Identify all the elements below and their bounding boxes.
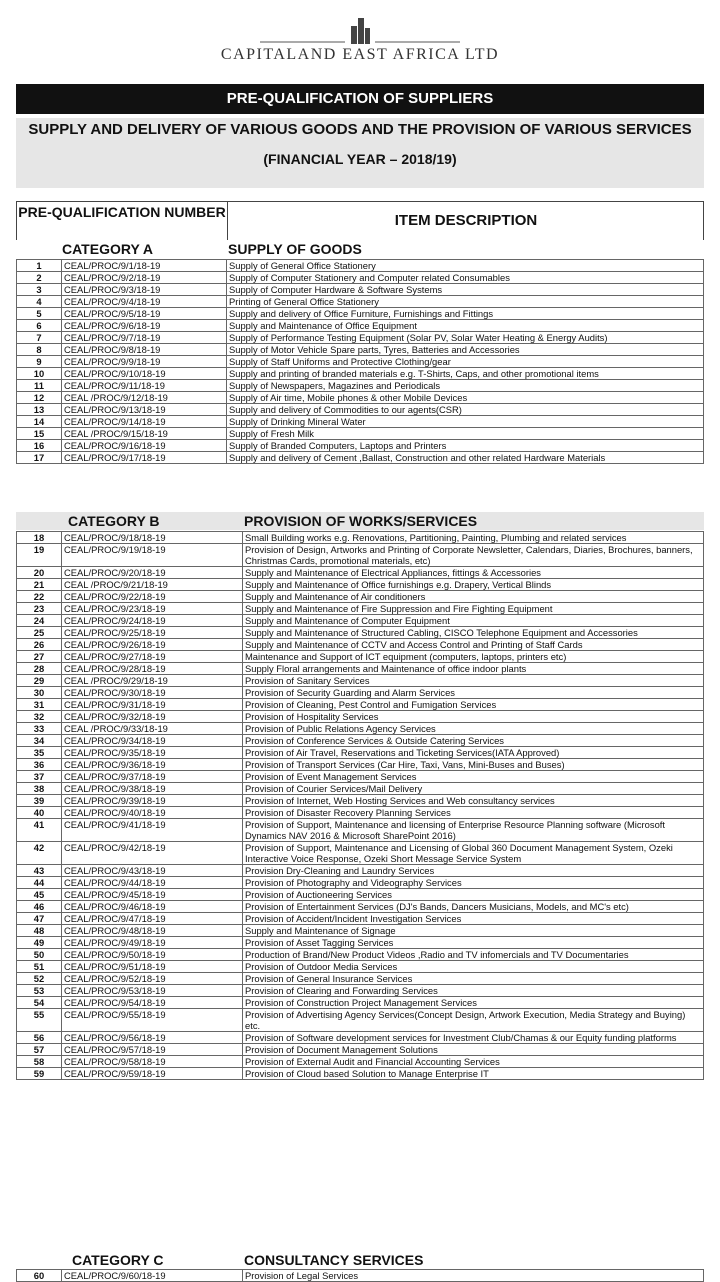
row-number: 46 [17,901,62,913]
reference-number: CEAL/PROC/9/51/18-19 [62,961,243,973]
table-row [17,392,704,404]
item-description: Supply and Maintenance of Computer Equipment [243,615,704,627]
reference-number: CEAL/PROC/9/48/18-19 [62,925,243,937]
item-description: Provision of Air Travel, Reservations and Ticketing Services(IATA Approved) [243,747,704,759]
reference-number: CEAL/PROC/9/40/18-19 [62,807,243,819]
reference-number: CEAL/PROC/9/43/18-19 [62,865,243,877]
reference-number: CEAL/PROC/9/31/18-19 [62,699,243,711]
reference-number: CEAL/PROC/9/37/18-19 [62,771,243,783]
reference-number: CEAL/PROC/9/19/18-19 [62,544,243,567]
header-description: ITEM DESCRIPTION [227,202,704,240]
reference-number: CEAL/PROC/9/4/18-19 [62,296,227,308]
table-row [17,416,704,428]
table-row [17,651,704,663]
item-description: Production of Brand/New Product Videos ,Radio and TV infomercials and TV Documentaries [243,949,704,961]
item-description: Provision of Internet, Web Hosting Services and Web consultancy services [243,795,704,807]
reference-number: CEAL/PROC/9/16/18-19 [62,440,227,452]
financial-year: (FINANCIAL YEAR – 2018/19) [263,151,457,167]
row-number: 57 [17,1044,62,1056]
item-description: Provision of Support, Maintenance and licensing of Enterprise Resource Planning software (Microsoft Dynamics NAV 2016 & Microsoft SharePoint 2016) [243,819,704,842]
table-row [17,544,704,567]
table-row [17,795,704,807]
category-c-row [16,1251,704,1269]
reference-number: CEAL/PROC/9/45/18-19 [62,889,243,901]
table-row [17,913,704,925]
row-number: 14 [17,416,62,428]
item-description: Provision of Legal Services [243,1270,704,1282]
reference-number: CEAL/PROC/9/24/18-19 [62,615,243,627]
company-name: CAPITALAND EAST AFRICA LTD [220,46,500,63]
item-description: Provision of General Insurance Services [243,973,704,985]
row-number: 19 [17,544,62,567]
reference-number: CEAL/PROC/9/18/18-19 [62,532,243,544]
reference-number: CEAL/PROC/9/3/18-19 [62,284,227,296]
row-number: 34 [17,735,62,747]
row-number: 54 [17,997,62,1009]
row-number: 55 [17,1009,62,1032]
item-description: Supply and delivery of Cement ,Ballast, Construction and other related Hardware Materials [227,452,704,464]
row-number: 35 [17,747,62,759]
table-row [17,428,704,440]
row-number: 23 [17,603,62,615]
table-row [17,675,704,687]
reference-number: CEAL/PROC/9/25/18-19 [62,627,243,639]
item-description: Small Building works e.g. Renovations, Partitioning, Painting, Plumbing and related services [243,532,704,544]
row-number: 5 [17,308,62,320]
table-row [17,344,704,356]
item-description: Provision of Asset Tagging Services [243,937,704,949]
row-number: 56 [17,1032,62,1044]
category-a-label: CATEGORY A [62,241,154,257]
item-description: Supply of Branded Computers, Laptops and Printers [227,440,704,452]
item-description: Provision of Cleaning, Pest Control and Fumigation Services [243,699,704,711]
reference-number: CEAL/PROC/9/20/18-19 [62,567,243,579]
category-b-row [16,512,704,530]
item-description: Provision of Event Management Services [243,771,704,783]
row-number: 58 [17,1056,62,1068]
reference-number: CEAL/PROC/9/39/18-19 [62,795,243,807]
reference-number: CEAL/PROC/9/52/18-19 [62,973,243,985]
table-row [17,356,704,368]
item-description: Provision of Courier Services/Mail Delivery [243,783,704,795]
reference-number: CEAL/PROC/9/60/18-19 [62,1270,243,1282]
category-c-label: CATEGORY C [72,1252,164,1268]
reference-number: CEAL/PROC/9/42/18-19 [62,842,243,865]
category-b-label: CATEGORY B [68,513,160,529]
reference-number: CEAL/PROC/9/55/18-19 [62,1009,243,1032]
table-row [17,711,704,723]
table-row [17,819,704,842]
item-description: Supply of Drinking Mineral Water [227,416,704,428]
row-number: 50 [17,949,62,961]
table-row [17,591,704,603]
category-a-title: SUPPLY OF GOODS [228,241,362,257]
item-description: Provision of Clearing and Forwarding Services [243,985,704,997]
row-number: 53 [17,985,62,997]
row-number: 48 [17,925,62,937]
reference-number: CEAL/PROC/9/49/18-19 [62,937,243,949]
item-description: Supply of Motor Vehicle Spare parts, Tyres, Batteries and Accessories [227,344,704,356]
table-row [17,380,704,392]
reference-number: CEAL/PROC/9/59/18-19 [62,1068,243,1080]
reference-number: CEAL/PROC/9/41/18-19 [62,819,243,842]
reference-number: CEAL/PROC/9/5/18-19 [62,308,227,320]
reference-number: CEAL/PROC/9/2/18-19 [62,272,227,284]
reference-number: CEAL/PROC/9/8/18-19 [62,344,227,356]
reference-number: CEAL/PROC/9/7/18-19 [62,332,227,344]
header-number: PRE-QUALIFICATION NUMBER [18,204,226,220]
row-number: 39 [17,795,62,807]
row-number: 32 [17,711,62,723]
reference-number: CEAL/PROC/9/14/18-19 [62,416,227,428]
row-number: 27 [17,651,62,663]
table-row [17,639,704,651]
table-row [17,1056,704,1068]
table-row [17,627,704,639]
item-description: Provision of Software development services for Investment Club/Chamas & our Equity funding platforms [243,1032,704,1044]
row-number: 22 [17,591,62,603]
row-number: 47 [17,913,62,925]
item-description: Provision of Conference Services & Outside Catering Services [243,735,704,747]
table-row [17,783,704,795]
table-row [17,687,704,699]
item-description: Provision of Public Relations Agency Services [243,723,704,735]
row-number: 41 [17,819,62,842]
reference-number: CEAL /PROC/9/12/18-19 [62,392,227,404]
row-number: 49 [17,937,62,949]
row-number: 52 [17,973,62,985]
category-a-table [16,259,704,464]
table-row [17,320,704,332]
reference-number: CEAL/PROC/9/22/18-19 [62,591,243,603]
reference-number: CEAL/PROC/9/58/18-19 [62,1056,243,1068]
reference-number: CEAL/PROC/9/26/18-19 [62,639,243,651]
building-logo-icon [210,14,510,44]
page-banner: PRE-QUALIFICATION OF SUPPLIERS [16,84,704,114]
table-row [17,440,704,452]
item-description: Provision of Transport Services (Car Hire, Taxi, Vans, Mini-Buses and Buses) [243,759,704,771]
row-number: 16 [17,440,62,452]
category-c-title: CONSULTANCY SERVICES [244,1252,424,1268]
row-number: 10 [17,368,62,380]
table-row [17,1068,704,1080]
row-number: 44 [17,877,62,889]
company-logo [0,14,720,64]
item-description: Supply of Air time, Mobile phones & other Mobile Devices [227,392,704,404]
row-number: 21 [17,579,62,591]
item-description: Supply of Fresh Milk [227,428,704,440]
item-description: Supply Floral arrangements and Maintenance of office indoor plants [243,663,704,675]
row-number: 26 [17,639,62,651]
item-description: Supply and Maintenance of Structured Cabling, CISCO Telephone Equipment and Accessories [243,627,704,639]
row-number: 31 [17,699,62,711]
item-description: Provision of External Audit and Financial Accounting Services [243,1056,704,1068]
table-row [17,842,704,865]
table-row [17,615,704,627]
notice-heading [16,118,704,188]
reference-number: CEAL/PROC/9/17/18-19 [62,452,227,464]
category-b-title: PROVISION OF WORKS/SERVICES [244,513,478,529]
table-row [17,771,704,783]
item-description: Provision Dry-Cleaning and Laundry Services [243,865,704,877]
table-row [17,865,704,877]
table-row [17,1032,704,1044]
reference-number: CEAL/PROC/9/32/18-19 [62,711,243,723]
table-row [17,368,704,380]
row-number: 42 [17,842,62,865]
reference-number: CEAL /PROC/9/33/18-19 [62,723,243,735]
reference-number: CEAL/PROC/9/30/18-19 [62,687,243,699]
item-description: Provision of Outdoor Media Services [243,961,704,973]
item-description: Provision of Security Guarding and Alarm Services [243,687,704,699]
table-row [17,452,704,464]
reference-number: CEAL/PROC/9/57/18-19 [62,1044,243,1056]
category-c-table [16,1269,704,1282]
table-row [17,272,704,284]
table-row [17,1009,704,1032]
item-description: Provision of Sanitary Services [243,675,704,687]
reference-number: CEAL/PROC/9/35/18-19 [62,747,243,759]
reference-number: CEAL/PROC/9/53/18-19 [62,985,243,997]
table-row [17,567,704,579]
row-number: 8 [17,344,62,356]
row-number: 13 [17,404,62,416]
row-number: 9 [17,356,62,368]
table-row [17,973,704,985]
row-number: 4 [17,296,62,308]
row-number: 6 [17,320,62,332]
table-row [17,961,704,973]
table-row [17,332,704,344]
notice-subtitle: SUPPLY AND DELIVERY OF VARIOUS GOODS AND THE PROVISION OF VARIOUS SERVICES [28,121,692,138]
row-number: 17 [17,452,62,464]
item-description: Provision of Document Management Solutions [243,1044,704,1056]
table-row [17,532,704,544]
row-number: 18 [17,532,62,544]
reference-number: CEAL/PROC/9/36/18-19 [62,759,243,771]
reference-number: CEAL/PROC/9/1/18-19 [62,260,227,272]
item-description: Supply and Maintenance of CCTV and Access Control and Printing of Staff Cards [243,639,704,651]
item-description: Supply and printing of branded materials e.g. T-Shirts, Caps, and other promotional items [227,368,704,380]
reference-number: CEAL/PROC/9/6/18-19 [62,320,227,332]
reference-number: CEAL /PROC/9/21/18-19 [62,579,243,591]
item-description: Supply of Newspapers, Magazines and Periodicals [227,380,704,392]
reference-number: CEAL /PROC/9/15/18-19 [62,428,227,440]
item-description: Supply and Maintenance of Office Equipment [227,320,704,332]
table-row [17,735,704,747]
table-row [17,579,704,591]
reference-number: CEAL/PROC/9/28/18-19 [62,663,243,675]
item-description: Provision of Cloud based Solution to Manage Enterprise IT [243,1068,704,1080]
row-number: 60 [17,1270,62,1282]
item-description: Supply of Computer Hardware & Software Systems [227,284,704,296]
reference-number: CEAL/PROC/9/13/18-19 [62,404,227,416]
table-row [17,997,704,1009]
table-row [17,985,704,997]
table-row [17,1044,704,1056]
row-number: 25 [17,627,62,639]
item-description: Provision of Advertising Agency Services(Concept Design, Artwork Execution, Media Strategy and Buying) etc. [243,1009,704,1032]
table-row [17,759,704,771]
item-description: Provision of Design, Artworks and Printing of Corporate Newsletter, Calendars, Diaries, Brochures, banners, Christmas Cards, promotional materials, etc) [243,544,704,567]
item-description: Provision of Support, Maintenance and Licensing of Global 360 Document Management System, Ozeki Interactive Voice Response, Ozeki Short Message Service System [243,842,704,865]
item-description: Provision of Disaster Recovery Planning Services [243,807,704,819]
row-number: 3 [17,284,62,296]
reference-number: CEAL/PROC/9/56/18-19 [62,1032,243,1044]
table-row [17,284,704,296]
item-description: Supply and Maintenance of Electrical Appliances, fittings & Accessories [243,567,704,579]
item-description: Provision of Construction Project Management Services [243,997,704,1009]
item-description: Supply and Maintenance of Air conditioners [243,591,704,603]
reference-number: CEAL/PROC/9/54/18-19 [62,997,243,1009]
table-row [17,925,704,937]
category-a-row [16,240,704,258]
row-number: 24 [17,615,62,627]
item-description: Supply of Performance Testing Equipment (Solar PV, Solar Water Heating & Energy Audits) [227,332,704,344]
category-b-table [16,531,704,1080]
row-number: 29 [17,675,62,687]
row-number: 12 [17,392,62,404]
item-description: Provision of Hospitality Services [243,711,704,723]
row-number: 2 [17,272,62,284]
item-description: Supply of General Office Stationery [227,260,704,272]
item-description: Supply and Maintenance of Office furnishings e.g. Drapery, Vertical Blinds [243,579,704,591]
row-number: 11 [17,380,62,392]
item-description: Maintenance and Support of ICT equipment (computers, laptops, printers etc) [243,651,704,663]
row-number: 30 [17,687,62,699]
row-number: 7 [17,332,62,344]
reference-number: CEAL/PROC/9/27/18-19 [62,651,243,663]
row-number: 33 [17,723,62,735]
table-row [17,937,704,949]
table-row [17,260,704,272]
row-number: 28 [17,663,62,675]
item-description: Supply and Maintenance of Fire Suppression and Fire Fighting Equipment [243,603,704,615]
reference-number: CEAL/PROC/9/50/18-19 [62,949,243,961]
table-row [17,296,704,308]
table-row [17,404,704,416]
item-description: Supply and Maintenance of Signage [243,925,704,937]
reference-number: CEAL /PROC/9/29/18-19 [62,675,243,687]
row-number: 37 [17,771,62,783]
table-row [17,889,704,901]
item-description: Printing of General Office Stationery [227,296,704,308]
table-row [17,877,704,889]
table-row [17,901,704,913]
reference-number: CEAL/PROC/9/23/18-19 [62,603,243,615]
item-description: Supply and delivery of Office Furniture, Furnishings and Fittings [227,308,704,320]
reference-number: CEAL/PROC/9/34/18-19 [62,735,243,747]
row-number: 38 [17,783,62,795]
table-row [17,747,704,759]
item-description: Provision of Photography and Videography Services [243,877,704,889]
table-row [17,603,704,615]
reference-number: CEAL/PROC/9/38/18-19 [62,783,243,795]
row-number: 59 [17,1068,62,1080]
table-row [17,308,704,320]
table-row [17,699,704,711]
reference-number: CEAL/PROC/9/11/18-19 [62,380,227,392]
table-row [17,949,704,961]
row-number: 36 [17,759,62,771]
reference-number: CEAL/PROC/9/44/18-19 [62,877,243,889]
table-row [17,807,704,819]
item-description: Supply and delivery of Commodities to our agents(CSR) [227,404,704,416]
reference-number: CEAL/PROC/9/9/18-19 [62,356,227,368]
reference-number: CEAL/PROC/9/47/18-19 [62,913,243,925]
table-row [17,663,704,675]
row-number: 43 [17,865,62,877]
item-description: Supply of Staff Uniforms and Protective Clothing/gear [227,356,704,368]
reference-number: CEAL/PROC/9/46/18-19 [62,901,243,913]
row-number: 45 [17,889,62,901]
item-description: Provision of Auctioneering Services [243,889,704,901]
item-description: Provision of Entertainment Services (DJ's Bands, Dancers Musicians, Models, and MC's etc) [243,901,704,913]
row-number: 1 [17,260,62,272]
row-number: 20 [17,567,62,579]
row-number: 40 [17,807,62,819]
row-number: 51 [17,961,62,973]
item-description: Provision of Accident/Incident Investigation Services [243,913,704,925]
table-row [17,723,704,735]
reference-number: CEAL/PROC/9/10/18-19 [62,368,227,380]
row-number: 15 [17,428,62,440]
item-description: Supply of Computer Stationery and Computer related Consumables [227,272,704,284]
